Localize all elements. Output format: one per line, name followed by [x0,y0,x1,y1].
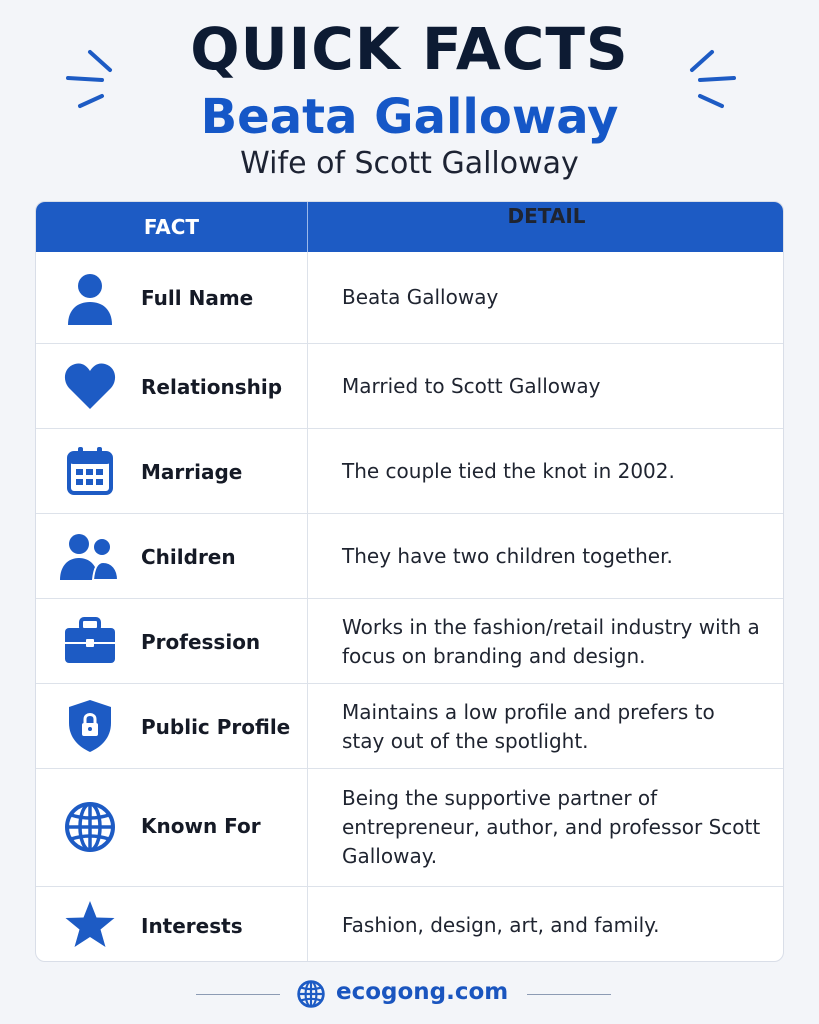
fact-detail: Fashion, design, art, and family. [342,913,660,937]
fact-label: Full Name [141,286,254,310]
fact-detail: Works in the fashion/retail industry with a focus on branding and design. [342,615,760,668]
fact-label: Marriage [141,460,243,484]
fact-label: Children [141,545,236,569]
table-row [36,683,784,768]
table-row [36,598,784,683]
globe-icon [62,799,118,855]
shield-lock-icon [62,698,118,754]
person-name: Beata Galloway [200,89,619,145]
fact-label: Public Profile [141,715,291,739]
briefcase-icon [62,613,118,669]
table-row [36,252,784,343]
fact-detail: Beata Galloway [342,285,499,309]
globe-icon [297,980,325,1008]
heart-icon [62,358,118,414]
facts-table [35,201,784,962]
fact-label: Relationship [141,375,283,399]
page-subtitle: Wife of Scott Galloway [240,146,579,181]
footer-divider-left [196,994,280,995]
fact-detail: They have two children together. [342,544,673,568]
fact-detail: The couple tied the knot in 2002. [342,459,675,483]
column-header-detail: DETAIL [507,204,586,228]
table-row [36,513,784,598]
page-title: QUICK FACTS [190,15,629,83]
fact-label: Known For [141,814,261,838]
footer [0,975,819,1015]
table-row [36,428,784,513]
people-icon [58,528,120,584]
fact-detail: Married to Scott Galloway [342,374,601,398]
fact-label: Profession [141,630,261,654]
table-row [36,886,784,962]
calendar-icon [62,443,118,499]
table-header [36,202,784,252]
table-row [36,343,784,428]
fact-label: Interests [141,914,243,938]
column-header-fact: FACT [143,215,200,239]
website-link[interactable]: ecogong.com [336,979,509,1005]
header [0,0,819,200]
fact-detail: Being the supportive partner of entrepreneur, author, and professor Scott Galloway. [342,786,761,868]
fact-detail: Maintains a low profile and prefers to stay out of the spotlight. [342,700,715,753]
person-icon [62,270,118,326]
star-icon [62,897,118,953]
table-row [36,768,784,886]
footer-divider-right [527,994,611,995]
